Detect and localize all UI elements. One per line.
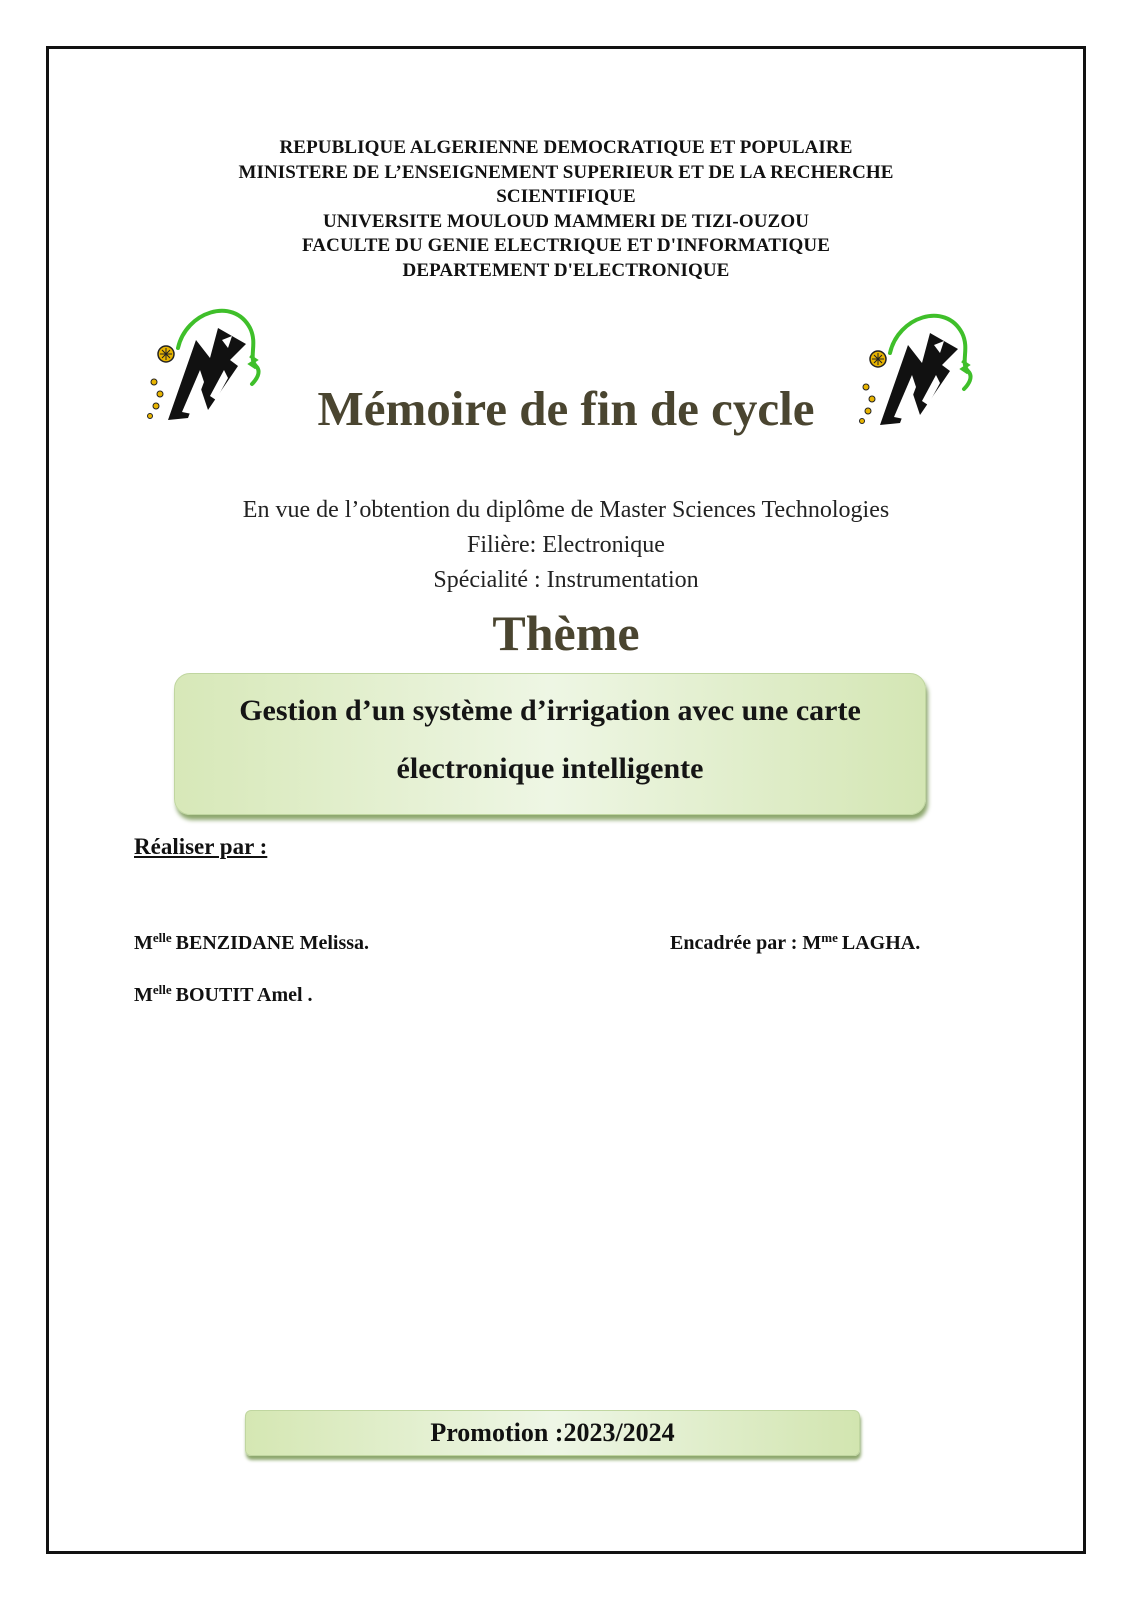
- header-line: REPUBLIQUE ALGERIENNE DEMOCRATIQUE ET POPULAIRE: [279, 137, 853, 158]
- institution-header: [150, 136, 982, 283]
- header-line: UNIVERSITE MOULOUD MAMMERI DE TIZI-OUZOU: [322, 210, 810, 232]
- theme-line: électronique intelligente: [396, 752, 704, 785]
- author-title: M: [134, 984, 153, 1006]
- supervisor-title-sup: me: [821, 930, 838, 945]
- specialty-line: Spécialité : Instrumentation: [433, 567, 699, 593]
- degree-line: En vue de l’obtention du diplôme de Master Sciences Technologies: [242, 497, 890, 523]
- promotion-box: Promotion :2023/2024: [245, 1410, 860, 1456]
- theme-line: Gestion d’un système d’irrigation avec une carte: [239, 694, 861, 727]
- supervisor: [670, 930, 920, 955]
- author-name-text: BENZIDANE Melissa.: [175, 932, 370, 954]
- header-line: FACULTE DU GENIE ELECTRIQUE ET D'INFORMATIQUE: [302, 235, 830, 256]
- author-title-sup: elle: [152, 930, 172, 945]
- header-line: SCIENTIFIQUE: [496, 186, 636, 207]
- author-title: M: [134, 932, 153, 954]
- author-name-text: BOUTIT Amel .: [175, 984, 313, 1006]
- document-title: Mémoire de fin de cycle: [317, 381, 815, 436]
- header-line: DEPARTEMENT D'ELECTRONIQUE: [402, 259, 730, 281]
- author-title-sup: elle: [152, 982, 172, 997]
- header-line: MINISTERE DE L’ENSEIGNEMENT SUPERIEUR ET DE LA RECHERCHE: [238, 161, 894, 183]
- author-name: [134, 982, 313, 1007]
- theme-heading: Thème: [492, 605, 640, 661]
- supervisor-prefix: Encadrée par : M: [670, 932, 822, 954]
- theme-box: [174, 673, 926, 815]
- supervisor-name: LAGHA.: [841, 932, 921, 954]
- realised-by-label: Réaliser par :: [134, 834, 268, 859]
- theme-title: [175, 682, 925, 798]
- field-line: Filière: Electronique: [467, 532, 665, 558]
- author-name: [134, 930, 369, 955]
